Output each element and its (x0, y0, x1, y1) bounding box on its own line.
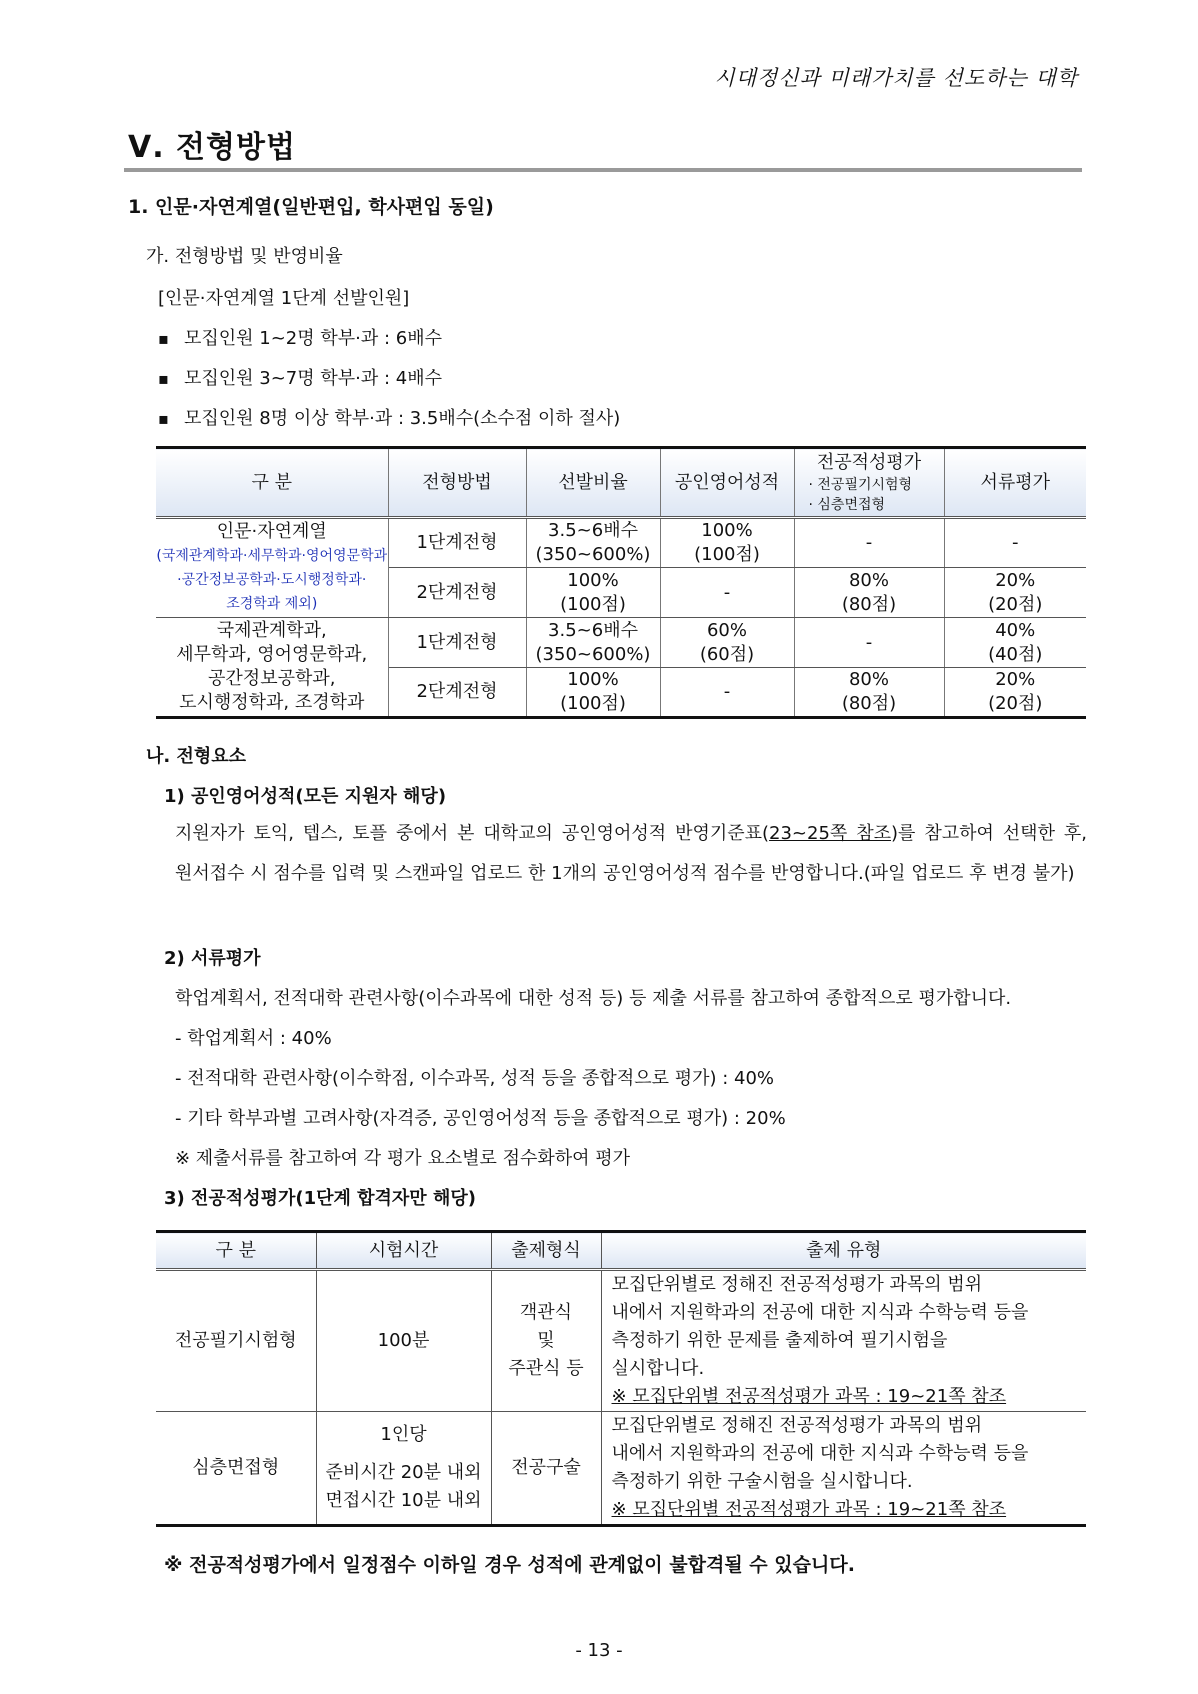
header-aptitude-sub1: · 전공필기시험형 (808, 476, 913, 493)
final-note: ※ 전공적성평가에서 일정점수 이하일 경우 성적에 관계없이 불합격될 수 있습니다. (164, 1554, 855, 1576)
cell-line: 1인당 (380, 1424, 427, 1445)
group1-category (156, 518, 388, 618)
table-cell (660, 518, 794, 568)
bullet-item: ▪ 모집인원 8명 이상 학부·과 : 3.5배수(소수점 이하 절사) (158, 404, 620, 430)
cell-line: (100점) (694, 544, 760, 565)
cell-line: (40점) (988, 643, 1043, 665)
bullet-item: ▪ 모집인원 3~7명 학부·과 : 4배수 (158, 364, 442, 390)
table-cell (601, 1412, 1086, 1526)
cell-line: (20점) (988, 593, 1043, 615)
table-cell: 전공구술 (491, 1412, 601, 1526)
header-slogan: 시대정신과 미래가치를 선도하는 대학 (714, 66, 1078, 90)
table-cell (601, 1270, 1086, 1412)
cell-line: (20점) (988, 693, 1043, 714)
aptitude-exam-table (156, 1230, 1086, 1527)
header-format: 출제형식 (491, 1232, 601, 1270)
cell-line: (100점) (560, 593, 626, 615)
cell-line: 주관식 등 (508, 1358, 584, 1379)
cell-line: 100% (701, 520, 753, 541)
item2-title: 2) 서류평가 (164, 948, 261, 969)
cell-line: 80% (848, 669, 889, 690)
table-cell (944, 568, 1086, 618)
cell-line: 80% (848, 569, 889, 591)
header-english: 공인영어성적 (660, 448, 794, 518)
header-category: 구 분 (156, 448, 388, 518)
cell-spacer (317, 1449, 491, 1459)
table-cell: - (660, 668, 794, 718)
table-cell: - (660, 568, 794, 618)
item2-note: ※ 제출서류를 참고하여 각 평가 요소별로 점수화하여 평가 (175, 1148, 631, 1169)
table-cell: 심층면접형 (156, 1412, 316, 1526)
selection-ratio-table (156, 446, 1086, 719)
part1-heading: 1. 인문·자연계열(일반편입, 학사편입 동일) (128, 196, 494, 218)
table-cell (794, 668, 944, 718)
group2-line: 공간정보공학과, (208, 668, 336, 689)
cell-line: (350~600%) (535, 544, 651, 565)
desc-line: 내에서 지원학과의 전공에 대한 지식과 수학능력 등을 (611, 1302, 1029, 1323)
table-cell: - (794, 518, 944, 568)
header-method: 전형방법 (388, 448, 526, 518)
desc-line: 측정하기 위한 문제를 출제하여 필기시험을 (611, 1330, 948, 1351)
title-divider (124, 168, 1082, 172)
sub-heading-a: 가. 전형방법 및 반영비율 (146, 246, 343, 267)
desc-line: 모집단위별로 정해진 전공적성평가 과목의 범위 (611, 1274, 983, 1295)
table-cell (794, 568, 944, 618)
desc-line: 모집단위별로 정해진 전공적성평가 과목의 범위 (611, 1415, 983, 1436)
table-cell: - (944, 518, 1086, 568)
page-number: - 13 - (575, 1640, 623, 1661)
table-cell (491, 1270, 601, 1412)
cell-line: 3.5~6배수 (548, 619, 638, 641)
cell-line: 40% (995, 619, 1036, 641)
bullet-item: ▪ 모집인원 1~2명 학부·과 : 6배수 (158, 324, 442, 350)
cell-line: 60% (706, 619, 747, 641)
section-title: Ⅴ. 전형방법 (128, 130, 296, 165)
bracket-heading: [인문·자연계열 1단계 선발인원] (158, 288, 410, 309)
item1-text: )를 참고하여 선택한 후, 원서접수 시 점수를 입력 및 스캔파일 업로드 한 1개의 공인영어성적 점수를 반영합니다.(파일 업로드 후 변경 불가) (175, 823, 1087, 884)
table-cell: 2단계전형 (388, 668, 526, 718)
cell-line: (80점) (841, 693, 897, 714)
table-cell: 2단계전형 (388, 568, 526, 618)
group1-exclusion: ·공간정보공학과·도시행정학과· (177, 572, 367, 588)
table-cell: 1단계전형 (388, 518, 526, 568)
item2-line: - 전적대학 관련사항(이수학점, 이수과목, 성적 등을 종합적으로 평가) : 40% (175, 1068, 775, 1089)
table-cell: - (794, 618, 944, 668)
group1-exclusion: (국제관계학과·세무학과·영어영문학과 (156, 548, 388, 564)
group2-category (156, 618, 388, 718)
desc-line: 내에서 지원학과의 전공에 대한 지식과 수학능력 등을 (611, 1443, 1029, 1464)
cell-line: (60점) (699, 643, 755, 665)
header-ratio: 선발비율 (526, 448, 660, 518)
sub-heading-b: 나. 전형요소 (146, 746, 247, 767)
cell-line: 20% (995, 669, 1036, 690)
cell-line: 20% (995, 569, 1036, 591)
cell-line: 100% (567, 669, 619, 690)
header-time: 시험시간 (316, 1232, 491, 1270)
page-reference: 23~25쪽 참조 (769, 823, 891, 844)
cell-line: 준비시간 20분 내외 (325, 1462, 482, 1483)
item2-line: 학업계획서, 전적대학 관련사항(이수과목에 대한 성적 등) 등 제출 서류를 참고하여 종합적으로 평가합니다. (175, 988, 1012, 1009)
group1-exclusion: 조경학과 제외) (226, 596, 318, 612)
table-cell (660, 618, 794, 668)
header-docs: 서류평가 (944, 448, 1086, 518)
group2-line: 국제관계학과, (216, 620, 327, 641)
item1-paragraph (175, 814, 1087, 894)
cell-line: 객관식 (519, 1302, 573, 1323)
table-cell (944, 668, 1086, 718)
table-cell: 전공필기시험형 (156, 1270, 316, 1412)
cell-line: (80점) (841, 593, 897, 615)
cell-line: (350~600%) (535, 643, 651, 665)
table-cell (526, 668, 660, 718)
table-cell (944, 618, 1086, 668)
cell-line: 및 (537, 1330, 555, 1351)
table-cell (526, 518, 660, 568)
group2-line: 도시행정학과, 조경학과 (179, 692, 365, 713)
table-cell: 100분 (316, 1270, 491, 1412)
header-aptitude (794, 448, 944, 518)
table-cell (526, 618, 660, 668)
desc-note: ※ 모집단위별 전공적성평가 과목 : 19~21쪽 참조 (611, 1386, 1007, 1407)
item3-title: 3) 전공적성평가(1단계 합격자만 해당) (164, 1188, 476, 1209)
desc-line: 실시합니다. (611, 1358, 705, 1379)
item2-line: - 학업계획서 : 40% (175, 1028, 332, 1049)
item2-line: - 기타 학부과별 고려사항(자격증, 공인영어성적 등을 종합적으로 평가) : 20% (175, 1108, 786, 1129)
table-cell (526, 568, 660, 618)
group1-name: 인문·자연계열 (216, 521, 327, 542)
cell-line: 면접시간 10분 내외 (325, 1490, 482, 1511)
desc-line: 측정하기 위한 구술시험을 실시합니다. (611, 1471, 913, 1492)
table-cell (316, 1412, 491, 1526)
table-cell: 1단계전형 (388, 618, 526, 668)
header-aptitude-title: 전공적성평가 (816, 451, 922, 473)
header-aptitude-sub2: · 심층면접형 (808, 496, 886, 513)
cell-line: 100% (567, 569, 619, 591)
cell-line: 3.5~6배수 (548, 520, 638, 541)
group2-line: 세무학과, 영어영문학과, (176, 644, 368, 665)
header-category: 구 분 (156, 1232, 316, 1270)
desc-note: ※ 모집단위별 전공적성평가 과목 : 19~21쪽 참조 (611, 1499, 1007, 1520)
cell-line: (100점) (560, 693, 626, 714)
header-type: 출제 유형 (601, 1232, 1086, 1270)
item1-title: 1) 공인영어성적(모든 지원자 해당) (164, 786, 447, 807)
item1-text: 지원자가 토익, 텝스, 토플 중에서 본 대학교의 공인영어성적 반영기준표( (175, 823, 770, 844)
